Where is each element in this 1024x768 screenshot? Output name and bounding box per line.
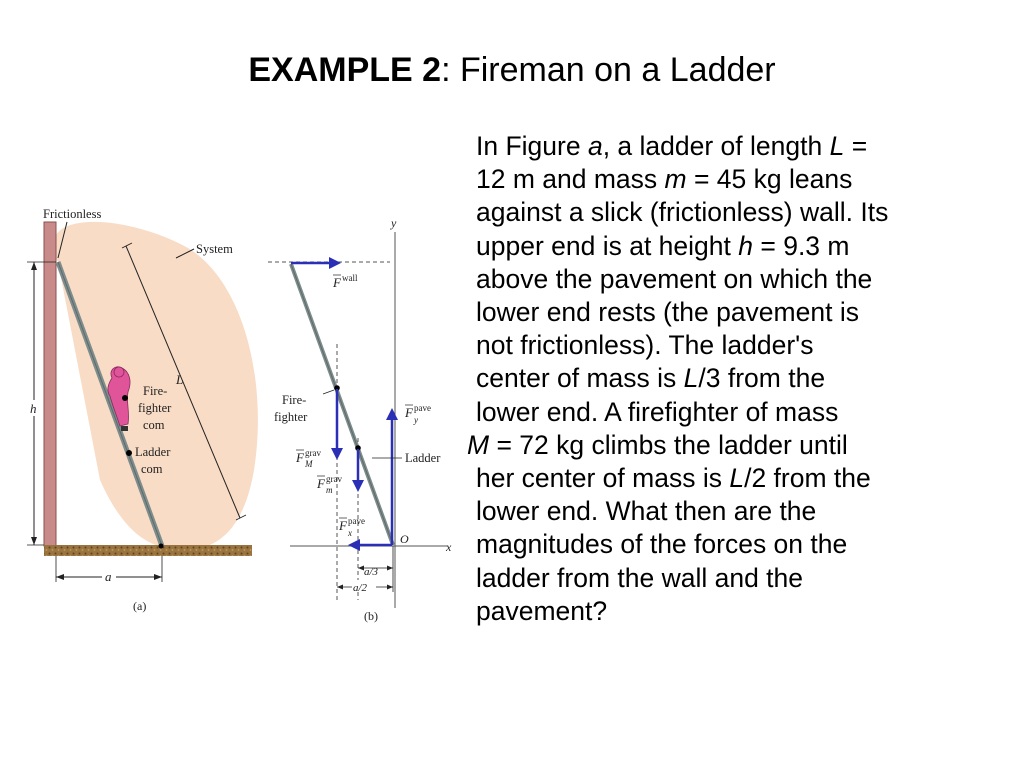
x-axis-label: x <box>446 540 452 554</box>
svg-text:pave: pave <box>348 516 365 526</box>
svg-text:com: com <box>143 418 165 432</box>
a-half-label: a/2 <box>353 582 368 594</box>
problem-text <box>467 130 1016 628</box>
wall <box>44 222 56 546</box>
text-line: In Figure a, a ladder of length L = <box>476 131 868 161</box>
svg-text:F: F <box>333 275 341 290</box>
svg-text:grav: grav <box>305 448 321 458</box>
F-wall-label <box>332 273 358 290</box>
text-line: 12 m and mass m = 45 kg leans <box>476 164 853 195</box>
text-line: lower end. What then are the <box>476 496 817 527</box>
title-bold: EXAMPLE 2 <box>248 51 442 89</box>
svg-text:x: x <box>348 528 352 538</box>
svg-text:grav: grav <box>326 474 342 484</box>
figure-b <box>268 216 452 623</box>
text-line: above the pavement on which the <box>476 263 873 294</box>
svg-text:pave: pave <box>414 403 431 413</box>
svg-text:wall: wall <box>342 273 358 283</box>
ladder-figure <box>0 190 470 640</box>
frictionless-label: Frictionless <box>43 207 102 221</box>
ground <box>44 545 252 556</box>
ladder-foot-dot <box>159 544 164 549</box>
F-grav-m-label <box>316 474 342 495</box>
text-line: lower end rests (the pavement is <box>476 297 859 328</box>
ladder-com-dot <box>126 450 132 456</box>
page-title <box>0 48 1024 92</box>
text-line: ladder from the wall and the <box>476 562 804 593</box>
svg-text:M: M <box>305 459 313 469</box>
svg-text:F: F <box>296 450 304 465</box>
figure-b-caption: (b) <box>364 609 378 623</box>
svg-text:Ladder: Ladder <box>135 445 171 459</box>
a-third-label: a/3 <box>364 566 379 578</box>
h-label: h <box>30 401 37 416</box>
svg-text:Fire-: Fire- <box>282 393 307 407</box>
text-line: against a slick (frictionless) wall. Its <box>476 197 889 228</box>
text-line: center of mass is L/3 from the <box>476 363 826 394</box>
text-line: magnitudes of the forces on the <box>476 529 848 560</box>
a-label: a <box>105 569 112 584</box>
svg-text:F: F <box>405 405 413 420</box>
y-axis-label: y <box>391 216 397 230</box>
svg-text:com: com <box>141 462 163 476</box>
F-pave-y-label <box>404 403 431 425</box>
F-pave-x-label <box>338 516 365 538</box>
L-label: L <box>176 372 184 387</box>
svg-text:F: F <box>317 476 325 491</box>
title-rest: : Fireman on a Ladder <box>441 51 776 89</box>
F-grav-M-label <box>295 448 321 469</box>
fbd-ladder-label: Ladder <box>405 451 441 465</box>
firefighter-com-dot <box>122 395 128 401</box>
text-line: upper end is at height h = 9.3 m <box>476 230 850 261</box>
system-label: System <box>196 242 233 256</box>
text-line: M = 72 kg climbs the ladder until <box>467 429 848 460</box>
force-vectors <box>291 257 398 551</box>
svg-text:m: m <box>326 485 333 495</box>
figure-a <box>27 207 258 613</box>
origin-label: O <box>400 532 409 546</box>
figure-a-caption: (a) <box>133 599 147 613</box>
text-line: not frictionless). The ladder's <box>476 330 814 361</box>
text-line: pavement? <box>476 595 608 626</box>
fbd-firefighter-label <box>274 393 308 424</box>
svg-text:y: y <box>414 415 418 425</box>
svg-text:F: F <box>339 518 347 533</box>
svg-text:fighter: fighter <box>138 401 172 415</box>
text-line: her center of mass is L/2 from the <box>476 463 871 494</box>
text-line: lower end. A firefighter of mass <box>476 396 839 427</box>
svg-text:fighter: fighter <box>274 410 308 424</box>
svg-text:Fire-: Fire- <box>143 384 168 398</box>
